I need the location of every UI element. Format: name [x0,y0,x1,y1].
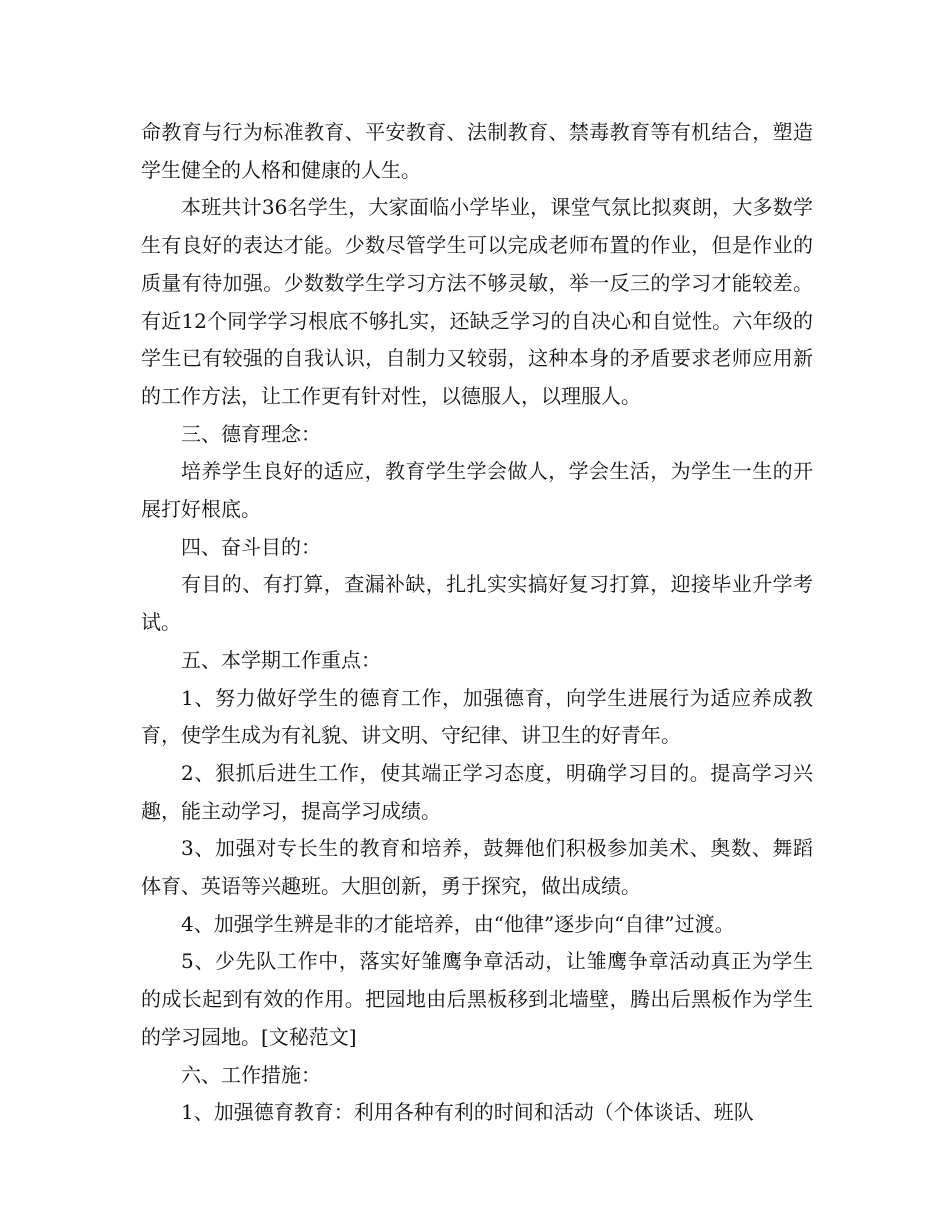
paragraph-6: 有目的、有打算，查漏补缺，扎扎实实搞好复习打算，迎接毕业升学考试。 [141,572,813,635]
section-heading-5: 四、奋斗目的： [181,534,321,559]
list-item-3: 3、加强对专长生的教育和培养，鼓舞他们积极参加美术、奥数、舞蹈体育、英语等兴趣班。大胆创新，勇于探究，做出成绩。 [141,836,813,899]
section-heading-3: 三、德育理念： [181,421,321,446]
measure-item-1: 1、加强德育教育：利用各种有利的时间和活动（个体谈话、班队 [181,1100,754,1125]
paragraph-4: 培养学生良好的适应，教育学生学会做人，学会生活，为学生一生的开展打好根底。 [141,459,813,522]
document-body [141,114,813,1132]
list-item-4: 4、加强学生辨是非的才能培养，由“他律”逐步向“自律”过渡。 [181,911,735,936]
list-item-5: 5、少先队工作中，落实好雏鹰争章活动，让雏鹰争章活动真正为学生的成长起到有效的作用。把园地由后黑板移到北墙壁，腾出后黑板作为学生的学习园地。[文秘范文] [141,949,813,1049]
paragraph-1: 命教育与行为标准教育、平安教育、法制教育、禁毒教育等有机结合，塑造学生健全的人格和健康的人生。 [141,120,813,182]
list-item-2: 2、狠抓后进生工作，使其端正学习态度，明确学习目的。提高学习兴趣，能主动学习，提高学习成绩。 [141,760,813,823]
section-heading-7: 五、本学期工作重点： [181,647,381,672]
list-item-1: 1、努力做好学生的德育工作，加强德育，向学生进展行为适应养成教育，使学生成为有礼貌、讲文明、守纪律、讲卫生的好青年。 [141,685,813,748]
paragraph-2: 本班共计36名学生，大家面临小学毕业，课堂气氛比拟爽朗，大多数学生有良好的表达才能。少数尽管学生可以完成老师布置的作业，但是作业的质量有待加强。少数数学生学习方法不够灵敏，举一反三的学习才能较差。有近12个同学学习根底不够扎实，还缺乏学习的自决心和自觉性。六年级的学生已有较强的自我认识，自制力又较弱，这种本身的矛盾要求老师应用新的工作方法，让工作更有针对性，以德服人，以理服人。 [141,195,813,408]
section-heading-13: 六、工作措施： [181,1062,321,1087]
